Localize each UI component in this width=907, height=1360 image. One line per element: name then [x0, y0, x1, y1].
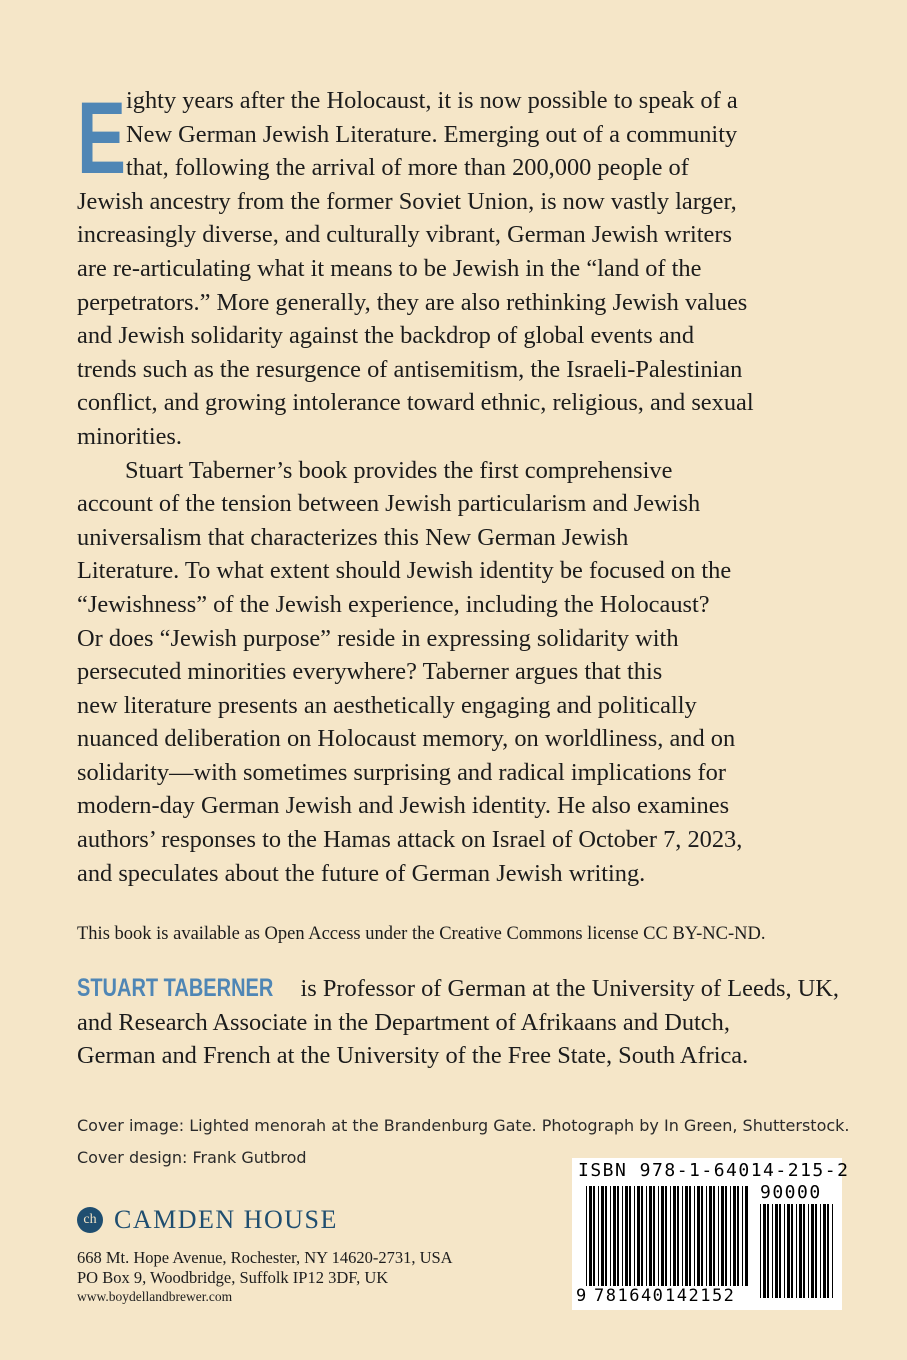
description-line: and Jewish solidarity against the backdrop of global events and — [77, 322, 695, 350]
publisher-logo-icon: ch — [77, 1207, 103, 1233]
description-line: conflict, and growing intolerance toward ethnic, religious, and sexual — [77, 389, 754, 417]
bio-line: German and French at the University of the Free State, South Africa. — [77, 1042, 749, 1070]
description-line: solidarity—with sometimes surprising and radical implications for — [77, 758, 726, 786]
publisher-imprint — [77, 1205, 338, 1235]
description-line: trends such as the resurgence of antisemitism, the Israeli-Palestinian — [77, 355, 743, 383]
open-access-note: This book is available as Open Access under the Creative Commons license CC BY-NC-ND. — [77, 924, 766, 944]
publisher-website: www.boydellandbrewer.com — [77, 1289, 233, 1304]
author-bio — [77, 972, 857, 1073]
description-line: increasingly diverse, and culturally vibrant, German Jewish writers — [77, 221, 732, 249]
description-line: “Jewishness” of the Jewish experience, including the Holocaust? — [77, 590, 710, 618]
description-line: perpetrators.” More generally, they are also rethinking Jewish values — [77, 288, 748, 316]
description-line: Literature. To what extent should Jewish identity be focused on the — [77, 557, 732, 585]
bio-line-1-text: is Professor of German at the University of Leeds, UK, — [294, 975, 839, 1002]
description-line: Or does “Jewish purpose” reside in expressing solidarity with — [77, 624, 679, 652]
description-line: authors’ responses to the Hamas attack on Israel of October 7, 2023, — [77, 826, 743, 854]
address-line-usa: 668 Mt. Hope Avenue, Rochester, NY 14620-2731, USA — [77, 1248, 453, 1267]
address-line-uk: PO Box 9, Woodbridge, Suffolk IP12 3DF, UK — [77, 1267, 389, 1287]
description-line: Stuart Taberner’s book provides the first comprehensive — [125, 456, 673, 484]
bio-line: and Research Associate in the Department of Afrikaans and Dutch, — [77, 1008, 730, 1036]
description-line: modern-day German Jewish and Jewish identity. He also examines — [77, 792, 730, 820]
bio-line — [77, 972, 857, 1006]
cover-design-credit: Cover design: Frank Gutbrod — [77, 1148, 307, 1167]
isbn-barcode — [572, 1158, 850, 1310]
description-line: that, following the arrival of more than 200,000 people of — [126, 154, 689, 182]
price-addon-number: 90000 — [760, 1182, 822, 1203]
description-line: are re-articulating what it means to be Jewish in the “land of the — [77, 254, 702, 282]
book-description — [77, 81, 852, 890]
description-line: and speculates about the future of German Jewish writing. — [77, 859, 646, 887]
publisher-address — [77, 1248, 453, 1307]
description-line: persecuted minorities everywhere? Taberner argues that this — [77, 658, 663, 686]
description-line: nuanced deliberation on Holocaust memory, on worldliness, and on — [77, 725, 736, 753]
description-line: minorities. — [77, 422, 183, 450]
description-line: New German Jewish Literature. Emerging out of a community — [126, 120, 738, 148]
author-name: STUART TABERNER — [77, 974, 274, 1002]
description-line: account of the tension between Jewish particularism and Jewish — [77, 490, 701, 518]
publisher-name: CAMDEN HOUSE — [114, 1205, 338, 1234]
drop-cap-letter: E — [77, 81, 126, 195]
cover-image-credit: Cover image: Lighted menorah at the Brandenburg Gate. Photograph by In Green, Shutterstock. — [77, 1116, 850, 1135]
description-line: Jewish ancestry from the former Soviet Union, is now vastly larger, — [77, 187, 737, 215]
ean-group-2: 142152 — [665, 1286, 736, 1306]
ean-first-digit: 9 — [576, 1286, 587, 1306]
description-line: universalism that characterizes this New German Jewish — [77, 523, 629, 551]
description-line: new literature presents an aesthetically engaging and politically — [77, 691, 697, 719]
isbn-label: ISBN 978-1-64014-215-2 — [578, 1160, 850, 1181]
description-line: ighty years after the Holocaust, it is now possible to speak of a — [126, 87, 738, 114]
ean-group-1: 781640 — [594, 1286, 665, 1306]
